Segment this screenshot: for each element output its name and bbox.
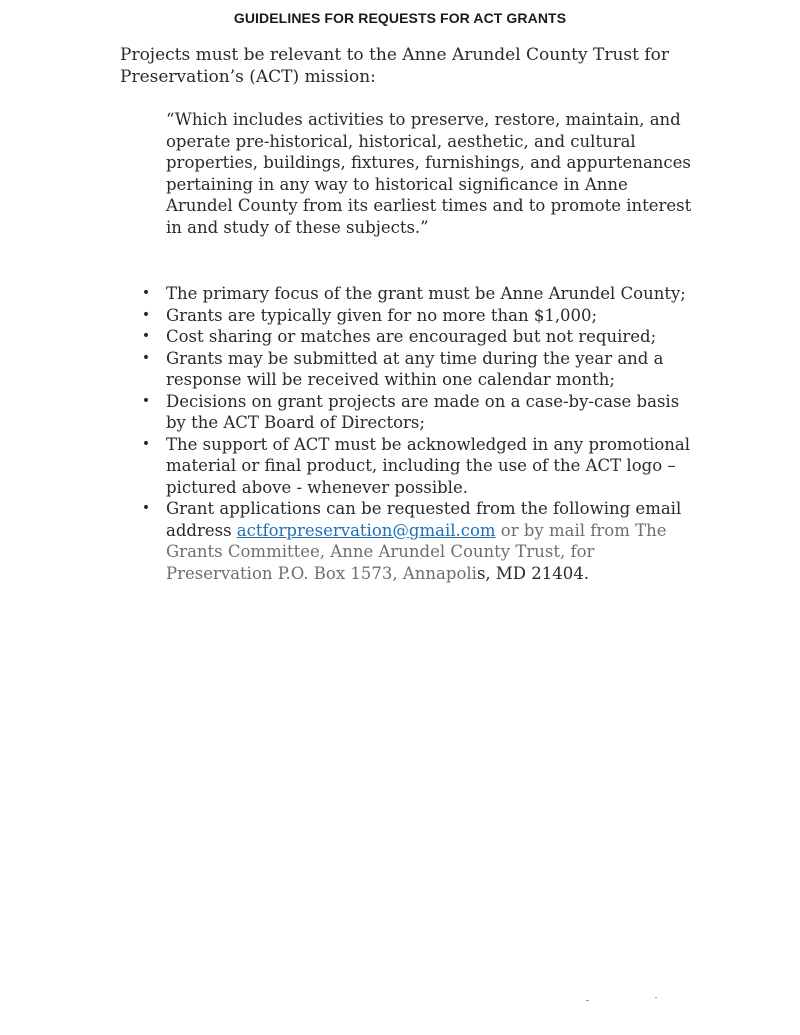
contact-prefix-text: Grant applications can be requested from the following email address (166, 499, 682, 540)
list-item-text: Cost sharing or matches are encouraged but not required; (166, 327, 657, 346)
list-item-text: Grants may be submitted at any time during the year and a response will be received within one calendar month; (166, 348, 664, 389)
list-item (140, 391, 700, 434)
document-title: GUIDELINES FOR REQUESTS FOR ACT GRANTS (233, 10, 567, 26)
list-item (140, 283, 700, 305)
guidelines-list (140, 283, 700, 584)
intro-text: Projects must be relevant to the Anne Arundel County Trust for Preservation’s (ACT) mission: (120, 45, 670, 87)
bullet-icon: • (141, 392, 151, 409)
bullet-icon: • (141, 285, 151, 301)
list-item-text: Decisions on grant projects are made on a case-by-case basis by the ACT Board of Directors; (166, 391, 680, 432)
list-item (140, 348, 700, 391)
mission-quote (166, 109, 696, 238)
list-item (140, 434, 700, 499)
list-item-text: The support of ACT must be acknowledged in any promotional material or final product, including the use of the ACT logo – pictured above - whenever possible. (166, 434, 691, 497)
scan-speck (655, 997, 657, 998)
intro-paragraph (120, 45, 700, 88)
list-item (140, 326, 700, 348)
mailing-address-end-text: s, MD 21404. (476, 563, 590, 583)
bullet-icon: • (141, 349, 151, 366)
bullet-icon: • (141, 435, 151, 452)
list-item-contact (140, 498, 700, 584)
scan-speck (586, 1000, 589, 1001)
list-item-text: Grants are typically given for no more than $1,000; (166, 305, 598, 325)
email-link[interactable]: actforpreservation@gmail.com (236, 520, 496, 540)
bullet-icon: • (141, 328, 151, 344)
list-item-text: The primary focus of the grant must be Anne Arundel County; (166, 284, 686, 303)
mission-quote-text: “Which includes activities to preserve, restore, maintain, and operate pre-historical, historical, aesthetic, and cultural properties, buildings, fixtures, furnishings, and appurtenances pertaining in any way to historical significance in Anne Arundel County from its earliest times and to promote interest in and study of these subjects.” (166, 110, 692, 237)
mailing-address-text: or by mail from The Grants Committee, Anne Arundel County Trust, for Preservation P.O. Box 1573, Annapoli (166, 520, 667, 583)
bullet-icon: • (141, 500, 151, 516)
bullet-icon: • (141, 306, 151, 323)
list-item (140, 305, 700, 327)
